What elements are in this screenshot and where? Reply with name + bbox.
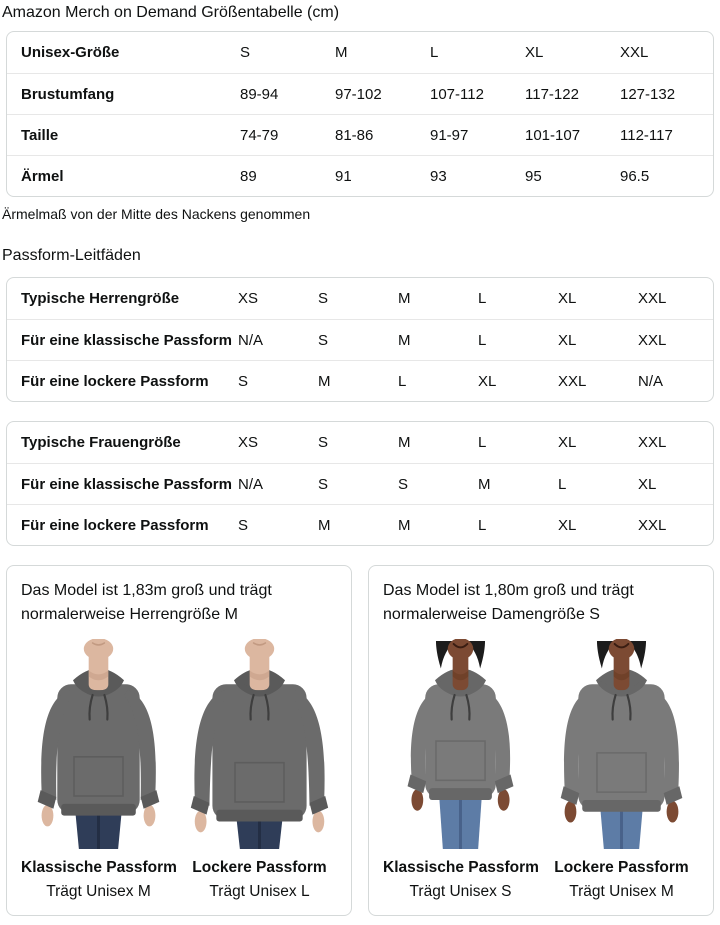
model-cards	[6, 565, 714, 916]
male-model-photo-loose-fit	[182, 639, 337, 849]
size-cell: XS	[238, 434, 259, 451]
fit-guides-heading: Passform-Leitfäden	[2, 247, 141, 264]
male-model-card	[6, 565, 352, 916]
female-model-photo-loose-fit	[544, 639, 699, 849]
female-model-heading: Das Model ist 1,80m groß und trägt normalerweise Damengröße S	[383, 582, 634, 623]
size-cell: M	[398, 331, 411, 349]
table-row	[7, 114, 713, 155]
size-cell: M	[478, 475, 491, 493]
size-cell: N/A	[638, 372, 664, 390]
row-label: Für eine lockere Passform	[21, 516, 209, 534]
page-title: Amazon Merch on Demand Größentabelle (cm)	[2, 4, 340, 21]
row-label: Für eine klassische Passform	[21, 331, 232, 349]
size-cell: L	[558, 475, 567, 493]
size-cell: M	[398, 434, 411, 451]
row-label: Für eine klassische Passform	[21, 475, 232, 493]
measure-cell: 95	[525, 167, 542, 185]
measure-cell: 117-122	[525, 85, 579, 103]
fit-label: Klassische Passform	[383, 859, 539, 876]
size-cell: XXL	[638, 516, 667, 534]
measure-cell: 89-94	[240, 85, 279, 103]
female-model-photo-classic-fit	[383, 639, 538, 849]
size-cell: XXL	[638, 290, 667, 307]
size-cell: M	[318, 516, 331, 534]
fit-label: Lockere Passform	[192, 859, 327, 876]
size-cell: XXL	[558, 372, 587, 390]
size-cell: L	[478, 434, 487, 451]
wears-size-label: Trägt Unisex L	[209, 883, 310, 900]
size-cell: M	[398, 290, 411, 307]
size-cell: S	[318, 434, 329, 451]
wears-size-label: Trägt Unisex M	[569, 883, 674, 900]
size-cell: S	[318, 475, 329, 493]
table-row	[7, 73, 713, 114]
row-label: Für eine lockere Passform	[21, 372, 209, 390]
size-cell: XL	[638, 475, 657, 493]
size-cell: M	[398, 516, 411, 534]
women-fit-guide-table	[6, 421, 714, 546]
size-cell: XL	[558, 290, 577, 307]
measure-cell: 96.5	[620, 167, 650, 185]
size-cell: L	[398, 372, 407, 390]
size-cell: S	[318, 290, 329, 307]
measure-cell: 127-132	[620, 85, 676, 103]
size-cell: N/A	[238, 475, 264, 493]
men-fit-guide-table	[6, 277, 714, 402]
size-cell: S	[238, 372, 249, 390]
size-cell: XL	[558, 434, 577, 451]
size-cell: S	[238, 516, 249, 534]
size-cell: L	[478, 331, 487, 349]
table-row	[7, 422, 713, 463]
row-label: Typische Frauengröße	[21, 434, 181, 451]
table-row	[7, 32, 713, 73]
row-label: Taille	[21, 126, 59, 144]
wears-size-label: Trägt Unisex M	[46, 883, 151, 900]
row-label: Brustumfang	[21, 85, 115, 103]
row-label: Unisex-Größe	[21, 44, 120, 61]
size-cell: XXL	[620, 44, 649, 61]
fit-label: Klassische Passform	[21, 859, 177, 876]
size-cell: L	[478, 290, 487, 307]
table-row	[7, 278, 713, 319]
size-cell: S	[318, 331, 329, 349]
size-cell: N/A	[238, 331, 264, 349]
size-cell: M	[335, 44, 348, 61]
male-model-photos	[21, 639, 337, 901]
measure-cell: 97-102	[335, 85, 382, 103]
measure-cell: 101-107	[525, 126, 581, 144]
female-model-card	[368, 565, 714, 916]
measure-cell: 107-112	[430, 85, 484, 103]
photo-column	[182, 639, 337, 901]
measure-cell: 91	[335, 167, 352, 185]
photo-column	[383, 639, 538, 901]
row-label: Typische Herrengröße	[21, 290, 180, 307]
measure-cell: 93	[430, 167, 447, 185]
size-cell: L	[430, 44, 439, 61]
male-model-heading: Das Model ist 1,83m groß und trägt normalerweise Herrengröße M	[21, 582, 272, 623]
fit-label: Lockere Passform	[554, 859, 689, 876]
size-cell: XXL	[638, 331, 667, 349]
size-cell: L	[478, 516, 487, 534]
size-cell: XL	[558, 516, 577, 534]
size-cell: S	[398, 475, 409, 493]
size-cell: XXL	[638, 434, 667, 451]
table-row	[7, 360, 713, 401]
row-label: Ärmel	[21, 167, 64, 185]
size-cell: S	[240, 44, 251, 61]
unisex-size-table	[6, 31, 714, 197]
photo-column	[544, 639, 699, 901]
wears-size-label: Trägt Unisex S	[409, 883, 512, 900]
measure-cell: 81-86	[335, 126, 374, 144]
size-cell: XL	[558, 331, 577, 349]
size-cell: XS	[238, 290, 259, 307]
measure-cell: 74-79	[240, 126, 279, 144]
photo-column	[21, 639, 176, 901]
measure-cell: 112-117	[620, 126, 673, 144]
table-row	[7, 504, 713, 545]
male-model-photo-classic-fit	[21, 639, 176, 849]
size-cell: M	[318, 372, 331, 390]
table-row	[7, 155, 713, 196]
measure-cell: 91-97	[430, 126, 469, 144]
sleeve-measure-note: Ärmelmaß von der Mitte des Nackens genommen	[2, 206, 311, 222]
table-row	[7, 463, 713, 504]
size-cell: XL	[525, 44, 544, 61]
table-row	[7, 319, 713, 360]
female-model-photos	[383, 639, 699, 901]
size-cell: XL	[478, 372, 497, 390]
measure-cell: 89	[240, 167, 257, 185]
